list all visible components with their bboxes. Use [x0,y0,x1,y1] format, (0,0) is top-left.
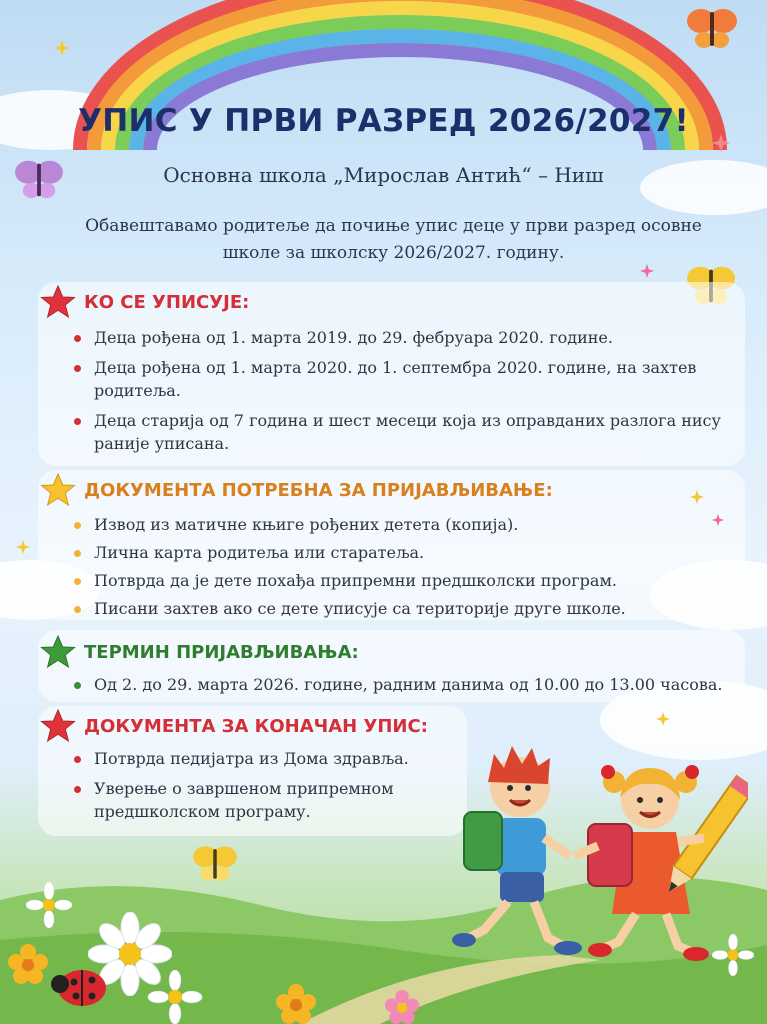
yellow-star-icon [40,472,76,508]
section-list [68,326,736,462]
butterfly-icon [684,4,740,52]
section-header [40,634,359,670]
sparkle-icon [16,540,30,554]
list-item: Потврда педијатра из Дома здравља. [68,747,418,770]
school-name: Основна школа „Мирослав Антић“ – Ниш [163,163,604,187]
ladybug-icon [50,964,110,1008]
list-item: Деца рођена од 1. марта 2020. до 1. септембра 2020. године, на захтев родитеља. [68,356,736,402]
sparkle-icon [712,514,724,526]
section-title: ТЕРМИН ПРИЈАВЉИВАЊА: [84,641,359,663]
section-list [68,673,748,703]
daisy-icon [26,882,72,928]
sparkle-icon [54,40,70,56]
daisy-icon [140,970,210,1024]
sparkle-icon [712,134,730,152]
list-item: Извод из матичне књиге рођених детета (копија). [68,513,736,536]
green-star-icon [40,634,76,670]
red-star-icon [40,708,76,744]
list-item: Деца старија од 7 година и шест месеци која из оправданих разлога нису раније уписана. [68,409,736,455]
section-title: ДОКУМЕНТА ПОТРЕБНА ЗА ПРИЈАВЉИВАЊЕ: [84,479,553,501]
section-header [40,284,249,320]
intro-text: Обавештавамо родитеље да почиње упис деце у први разред осовне школе за школску 2026/2027. годину. [85,216,702,263]
children-illustration [428,742,748,970]
section-list [68,747,418,830]
section-title: КО СЕ УПИСУЈЕ: [84,291,250,313]
sparkle-icon [640,264,654,278]
red-star-icon [40,284,76,320]
list-item: Лична карта родитеља или старатеља. [68,541,736,564]
list-item: Потврда да је дете похађа припремни предшколски програм. [68,569,736,592]
yellow-flower-icon [8,944,48,984]
section-header [40,472,553,508]
section-title: ДОКУМЕНТА ЗА КОНАЧАН УПИС: [84,715,428,737]
sparkle-icon [656,712,670,726]
section-header [40,708,428,744]
section-list [68,513,736,625]
list-item: Писани захтев ако се дете уписује са територије друге школе. [68,597,736,620]
list-item: Деца рођена од 1. марта 2019. до 29. фебруара 2020. године. [68,326,736,349]
list-item: Уверење о завршеном припремном предшколском програму. [68,777,418,823]
list-item: Од 2. до 29. марта 2026. године, радним данима од 10.00 до 13.00 часова. [68,673,748,696]
sparkle-icon [690,490,704,504]
pink-flower-icon [384,990,420,1024]
page-title: УПИС У ПРВИ РАЗРЕД 2026/2027! [78,103,689,139]
yellow-flower-icon [276,984,316,1024]
